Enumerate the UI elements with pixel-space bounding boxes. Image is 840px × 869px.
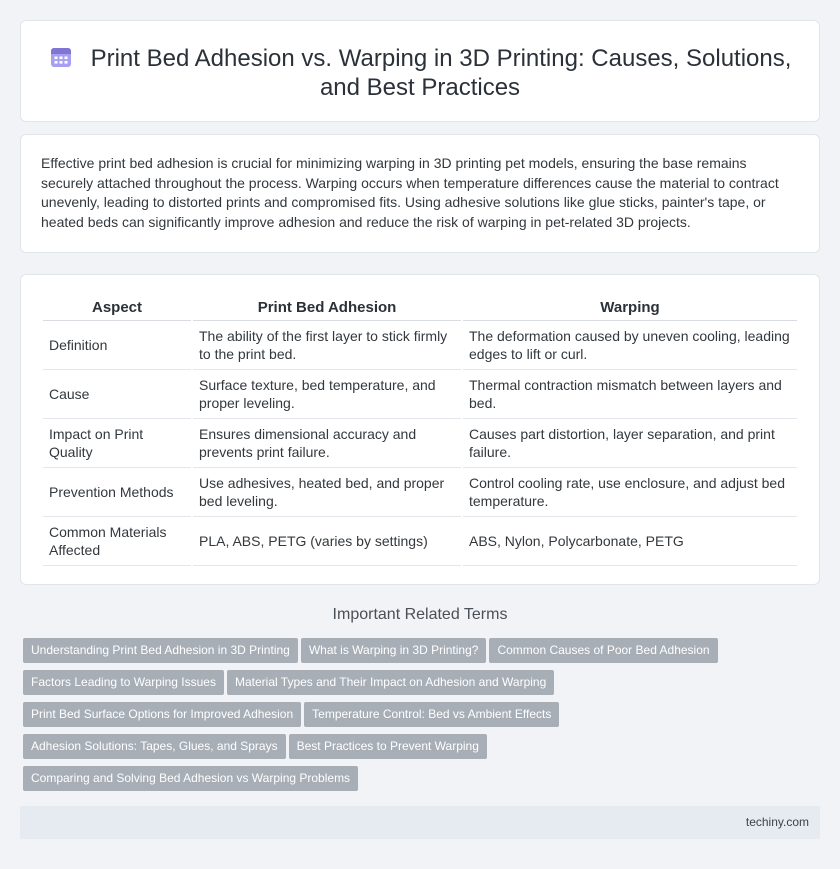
related-term-tag[interactable]: Print Bed Surface Options for Improved Adhesion — [23, 702, 301, 727]
calendar-icon — [49, 45, 73, 69]
related-term-tag[interactable]: Comparing and Solving Bed Adhesion vs Warping Problems — [23, 766, 358, 791]
intro-card — [20, 134, 820, 253]
table-cell: Control cooling rate, use enclosure, and adjust bed temperature. — [463, 468, 797, 517]
table-cell: The deformation caused by uneven cooling, leading edges to lift or curl. — [463, 321, 797, 370]
table-cell: PLA, ABS, PETG (varies by settings) — [193, 517, 461, 566]
intro-paragraph: Effective print bed adhesion is crucial for minimizing warping in 3D printing pet models, ensuring the base remains securely attached throughout the process. Warping occurs when temperature differences cause the material to contract unevenly, leading to distorted prints and compromised fits. Using adhesive solutions like glue sticks, painter's tape, or heated beds can significantly improve adhesion and reduce the risk of warping in pet-related 3D projects. — [41, 155, 779, 230]
table-cell: Prevention Methods — [43, 468, 191, 517]
table-cell: Causes part distortion, layer separation, and print failure. — [463, 419, 797, 468]
table-cell: The ability of the first layer to stick firmly to the print bed. — [193, 321, 461, 370]
column-header-aspect: Aspect — [43, 295, 191, 321]
table-cell: Ensures dimensional accuracy and prevents print failure. — [193, 419, 461, 468]
related-term-tag[interactable]: What is Warping in 3D Printing? — [301, 638, 487, 663]
table-cell: Use adhesives, heated bed, and proper bed leveling. — [193, 468, 461, 517]
column-header-adhesion: Print Bed Adhesion — [193, 295, 461, 321]
table-cell: Impact on Print Quality — [43, 419, 191, 468]
column-header-warping: Warping — [463, 295, 797, 321]
related-terms-heading: Important Related Terms — [332, 606, 508, 623]
related-terms-list — [23, 638, 803, 798]
table-header-row — [43, 295, 797, 321]
related-term-tag[interactable]: Factors Leading to Warping Issues — [23, 670, 224, 695]
table-cell: Common Materials Affected — [43, 517, 191, 566]
footer — [20, 806, 820, 839]
table-cell: ABS, Nylon, Polycarbonate, PETG — [463, 517, 797, 566]
table-cell: Thermal contraction mismatch between layers and bed. — [463, 370, 797, 419]
comparison-table — [41, 295, 799, 566]
table-row — [43, 370, 797, 419]
related-term-tag[interactable]: Material Types and Their Impact on Adhesion and Warping — [227, 670, 554, 695]
table-row — [43, 517, 797, 566]
related-term-tag[interactable]: Adhesion Solutions: Tapes, Glues, and Sprays — [23, 734, 286, 759]
table-row — [43, 321, 797, 370]
table-cell: Cause — [43, 370, 191, 419]
footer-site-link[interactable]: techiny.com — [745, 815, 809, 829]
table-cell: Definition — [43, 321, 191, 370]
header-card — [20, 20, 820, 122]
comparison-card — [20, 274, 820, 585]
page-title-row — [41, 44, 799, 102]
related-term-tag[interactable]: Temperature Control: Bed vs Ambient Effects — [304, 702, 559, 727]
related-term-tag[interactable]: Understanding Print Bed Adhesion in 3D Printing — [23, 638, 298, 663]
related-term-tag[interactable]: Best Practices to Prevent Warping — [289, 734, 487, 759]
table-row — [43, 468, 797, 517]
table-row — [43, 419, 797, 468]
table-cell: Surface texture, bed temperature, and proper leveling. — [193, 370, 461, 419]
related-term-tag[interactable]: Common Causes of Poor Bed Adhesion — [489, 638, 717, 663]
page-title: Print Bed Adhesion vs. Warping in 3D Printing: Causes, Solutions, and Best Practices — [90, 45, 792, 101]
